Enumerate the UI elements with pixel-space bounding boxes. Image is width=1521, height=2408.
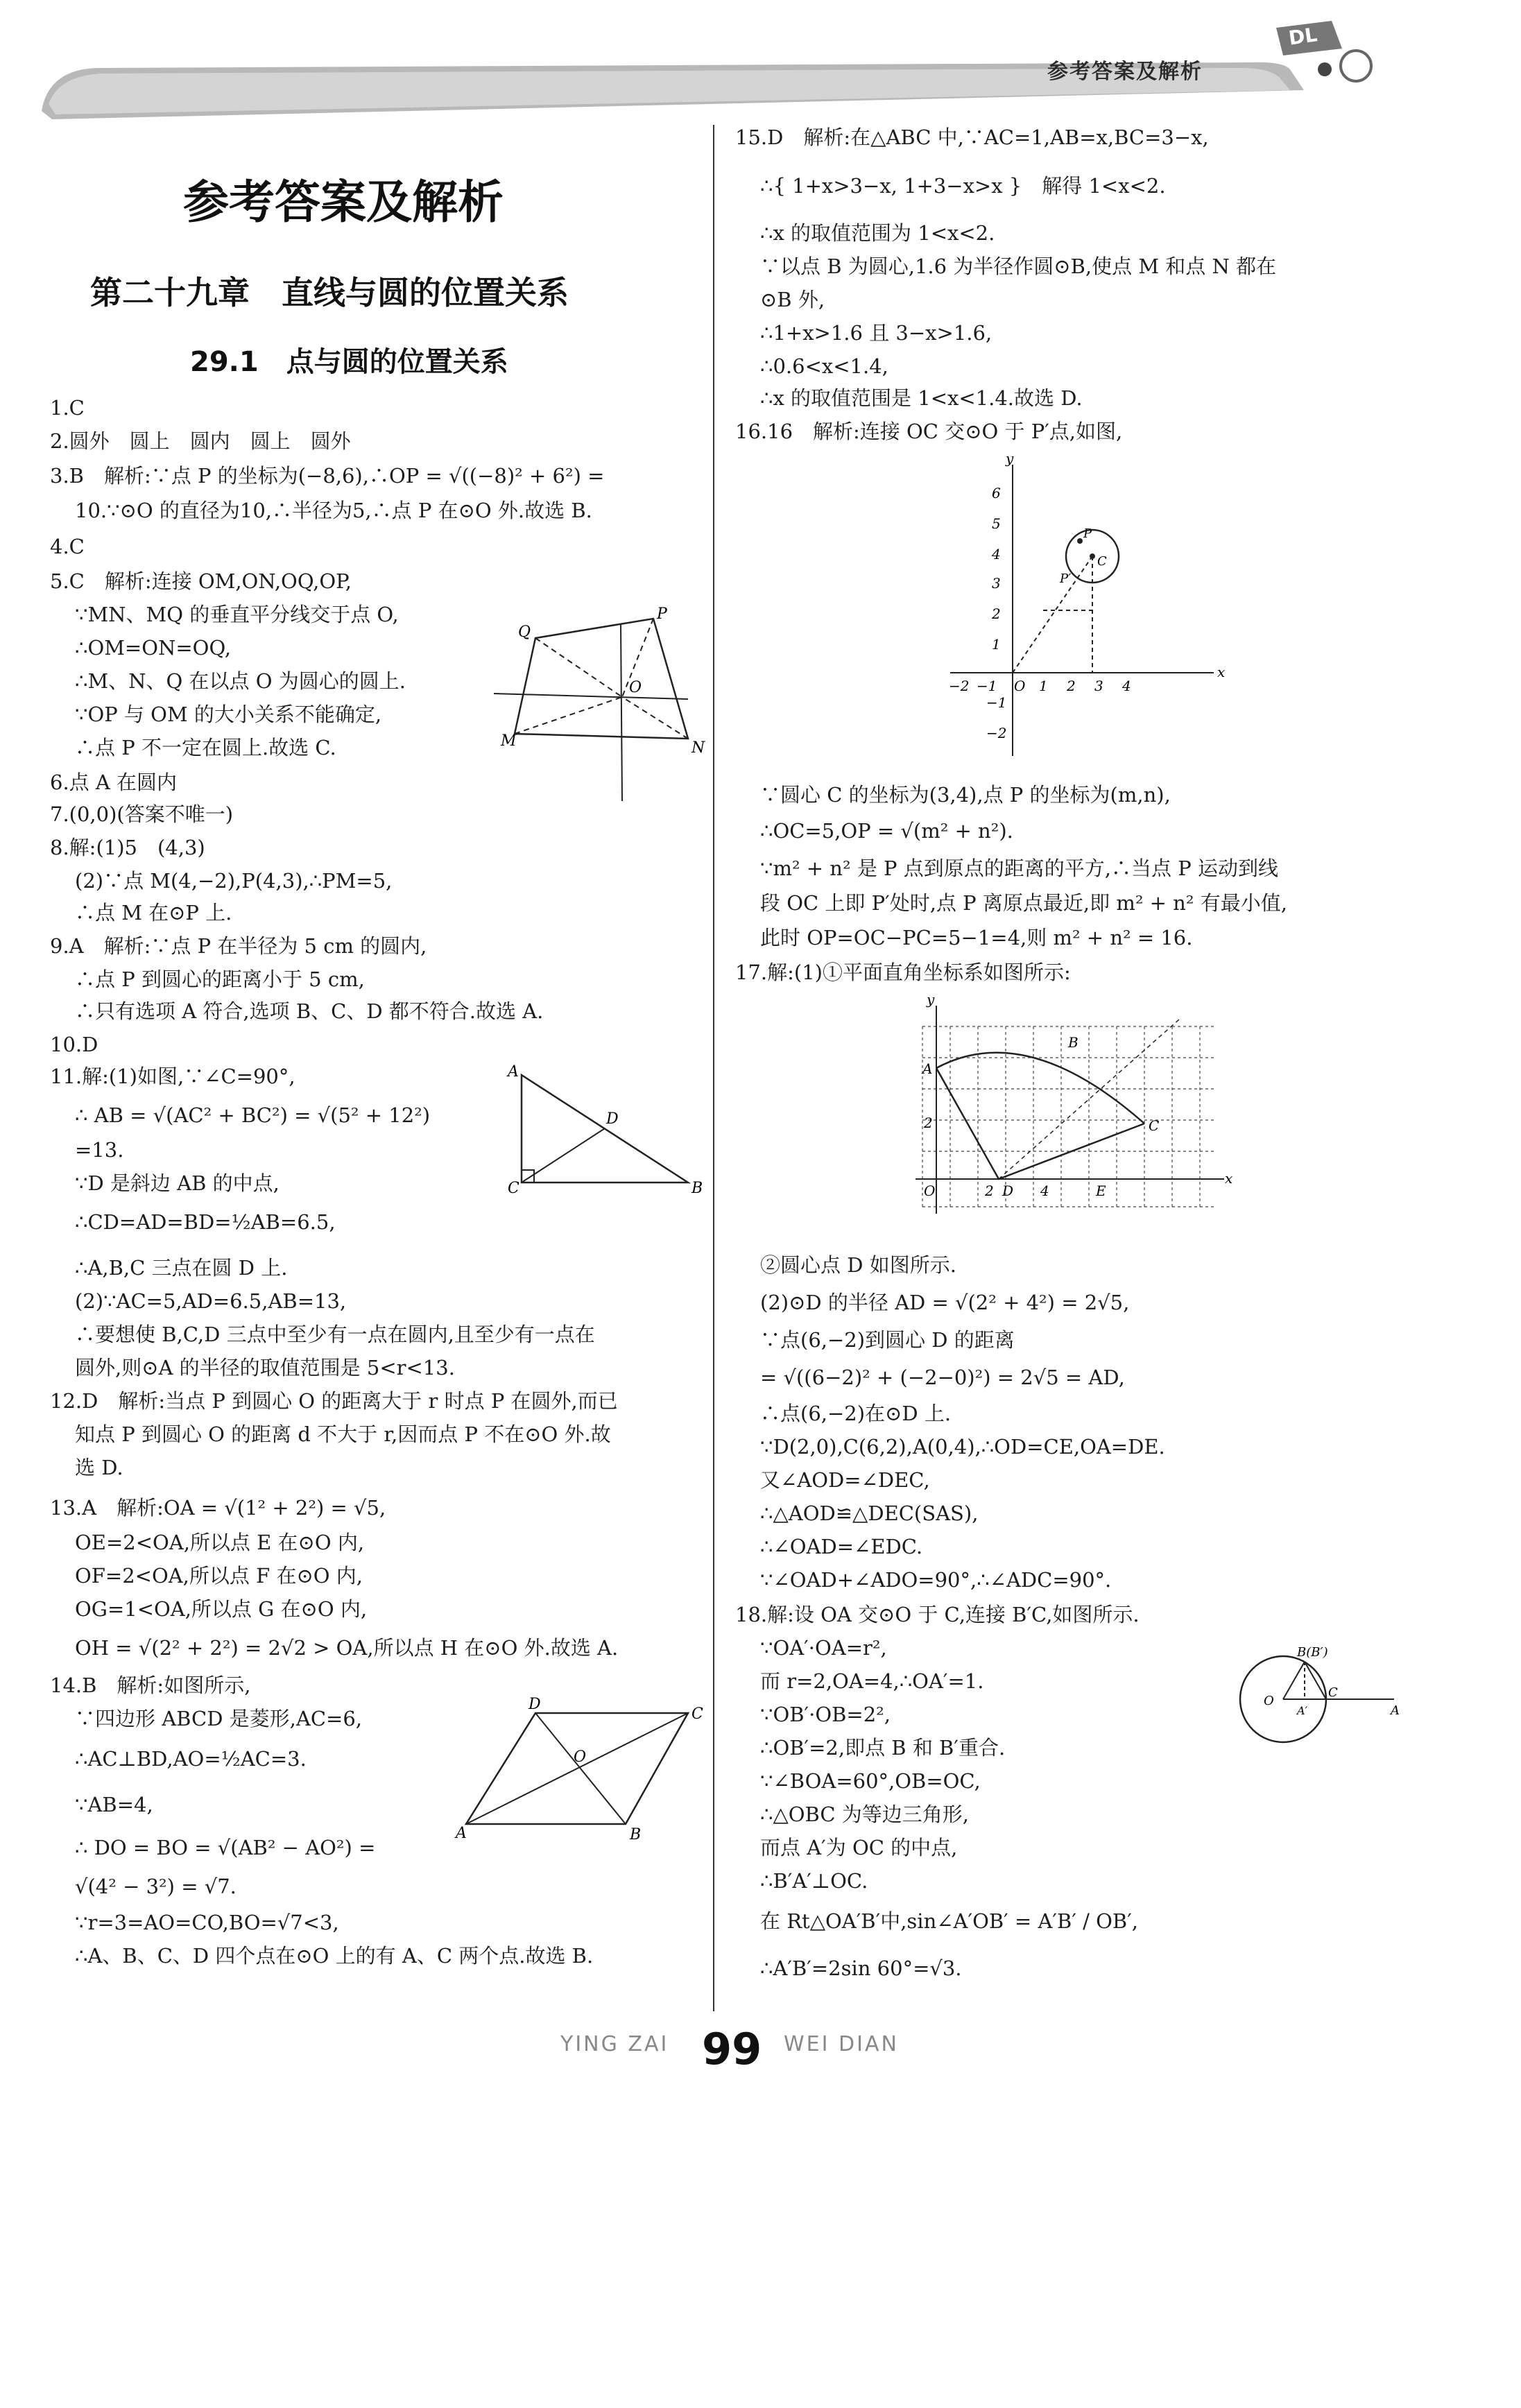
point-label: C (1149, 1117, 1160, 1134)
answer-line: =13. (75, 1138, 124, 1162)
footer-right-word: WEI DIAN (784, 2032, 899, 2056)
answer-line: ∴B′A′⊥OC. (760, 1869, 868, 1893)
answer-line: ∴AC⊥BD,AO=½AC=3. (75, 1747, 307, 1771)
figure-q5-quadrilateral (452, 603, 705, 805)
answer-line: 在 Rt△OA′B′中,sin∠A′OB′ = A′B′ / OB′, (760, 1909, 1139, 1933)
point-label: A′ (1297, 1704, 1308, 1717)
tick-label: 2 (924, 1115, 933, 1131)
answer-line: 16.16 解析:连接 OC 交⊙O 于 P′点,如图, (735, 420, 1123, 443)
tick-label: 2 (992, 605, 1001, 622)
figure-label: O (574, 1748, 587, 1766)
answer-line: ∵m² + n² 是 P 点到原点的距离的平方,∴当点 P 运动到线 (760, 857, 1278, 880)
answer-line: ∴点 M 在⊙P 上. (75, 901, 232, 925)
answer-line: 3.B 解析:∵点 P 的坐标为(−8,6),∴OP = √((−8)² + 6²) = (50, 464, 605, 488)
figure-q5-svg (452, 603, 705, 805)
point-label: P′ (1060, 571, 1072, 586)
answer-line: ∴x 的取值范围为 1<x<2. (760, 221, 995, 245)
answer-line: ∵圆心 C 的坐标为(3,4),点 P 的坐标为(m,n), (760, 783, 1171, 807)
point-label: O (1264, 1694, 1274, 1708)
answer-line: ∵MN、MQ 的垂直平分线交于点 O, (75, 603, 399, 626)
point-label: C (1328, 1685, 1338, 1700)
figure-label: O (629, 679, 642, 696)
tick-label: 3 (992, 575, 1001, 592)
answer-line: 9.A 解析:∵点 P 在半径为 5 cm 的圆内, (50, 934, 427, 958)
answer-line: 而点 A′为 OC 的中点, (760, 1836, 958, 1859)
figure-label: M (501, 732, 517, 750)
answer-line: 14.B 解析:如图所示, (50, 1674, 251, 1697)
footer-left-word: YING ZAI (560, 2032, 669, 2056)
figure-label: C (691, 1705, 703, 1723)
answer-line: ∴A、B、C、D 四个点在⊙O 上的有 A、C 两个点.故选 B. (75, 1944, 594, 1968)
answer-line: OG=1<OA,所以点 G 在⊙O 内, (75, 1597, 368, 1621)
answer-line: 12.D 解析:当点 P 到圆心 O 的距离大于 r 时点 P 在圆外,而已 (50, 1389, 618, 1413)
tick-label: 6 (992, 485, 1001, 501)
answer-line: 7.(0,0)(答案不唯一) (50, 802, 234, 826)
answer-line: ∴OC=5,OP = √(m² + n²). (760, 819, 1013, 843)
point-label: C (1097, 554, 1107, 569)
answer-line: ∵∠BOA=60°,OB=OC, (760, 1769, 981, 1793)
answer-line: OH = √(2² + 2²) = 2√2 > OA,所以点 H 在⊙O 外.故选 A. (75, 1636, 619, 1660)
axis-label: x (1225, 1170, 1233, 1187)
tick-label: 5 (992, 515, 1001, 532)
figure-q18-circle (1228, 1630, 1408, 1755)
answer-line: ∴点(6,−2)在⊙D 上. (760, 1402, 952, 1425)
answer-line: 4.C (50, 535, 85, 558)
answer-line: ∴△OBC 为等边三角形, (760, 1803, 970, 1826)
answer-line: ⊙B 外, (760, 288, 825, 311)
answer-line: 1.C (50, 396, 85, 420)
point-label: E (1096, 1182, 1106, 1199)
answer-line: 17.解:(1)①平面直角坐标系如图所示: (735, 961, 1071, 984)
tick-label: 2 (1067, 678, 1076, 694)
answer-line: 知点 P 到圆心 O 的距离 d 不大于 r,因而点 P 不在⊙O 外.故 (75, 1422, 611, 1446)
answer-line: ∴M、N、Q 在以点 O 为圆心的圆上. (75, 669, 406, 693)
answer-line: 8.解:(1)5 (4,3) (50, 836, 205, 859)
answer-line: 15.D 解析:在△ABC 中,∵AC=1,AB=x,BC=3−x, (735, 126, 1209, 149)
answer-line: ∵AB=4, (75, 1793, 153, 1816)
figure-q17-grid-plot (902, 992, 1235, 1228)
answer-line: ∵点(6,−2)到圆心 D 的距离 (760, 1328, 1015, 1352)
chapter-title: 第二十九章 直线与圆的位置关系 (90, 274, 569, 311)
answer-line: (2)⊙D 的半径 AD = √(2² + 4²) = 2√5, (760, 1291, 1130, 1314)
answer-line: OF=2<OA,所以点 F 在⊙O 内, (75, 1564, 363, 1588)
answer-line: ∵四边形 ABCD 是菱形,AC=6, (75, 1707, 362, 1730)
point-label: A (1391, 1703, 1400, 1718)
answer-line: ∵D(2,0),C(6,2),A(0,4),∴OD=CE,OA=DE. (760, 1435, 1165, 1459)
answer-line: 11.解:(1)如图,∵∠C=90°, (50, 1065, 295, 1088)
point-label: O (924, 1182, 936, 1199)
answer-line: (2)∵AC=5,AD=6.5,AB=13, (75, 1289, 347, 1313)
answer-line: ∵OA′·OA=r², (760, 1636, 887, 1660)
tick-label: −2 (949, 678, 970, 694)
answer-line: 13.A 解析:OA = √(1² + 2²) = √5, (50, 1496, 386, 1520)
answer-line: ∴ DO = BO = √(AB² − AO²) = (75, 1836, 376, 1859)
answer-line: ∵r=3=AO=CO,BO=√7<3, (75, 1911, 339, 1934)
figure-label: D (529, 1696, 541, 1713)
axis-label: x (1217, 664, 1226, 680)
answer-line: 10.D (50, 1033, 98, 1056)
header-badge: DL (1287, 23, 1319, 50)
answer-line: ∴点 P 到圆心的距离小于 5 cm, (75, 968, 365, 991)
figure-q16-coordinate-plot (936, 451, 1228, 770)
point-label: P (1083, 526, 1092, 541)
tick-label: −2 (986, 725, 1007, 741)
answer-line: 18.解:设 OA 交⊙O 于 C,连接 B′C,如图所示. (735, 1603, 1140, 1626)
point-label: A (922, 1060, 933, 1077)
answer-line: ∴A,B,C 三点在圆 D 上. (75, 1256, 288, 1280)
answer-line: ∵OB′·OB=2², (760, 1703, 891, 1726)
answer-line: ∴CD=AD=BD=½AB=6.5, (75, 1210, 336, 1234)
tick-label: 3 (1094, 678, 1103, 694)
figure-label: Q (518, 624, 531, 641)
answer-line: 5.C 解析:连接 OM,ON,OQ,OP, (50, 569, 352, 593)
figure-label: D (606, 1110, 619, 1128)
axis-label: y (927, 991, 935, 1008)
point-label: B (1068, 1034, 1079, 1051)
answer-line: ∴OB′=2,即点 B 和 B′重合. (760, 1736, 1006, 1760)
answer-line: = √((6−2)² + (−2−0)²) = 2√5 = AD, (760, 1366, 1125, 1389)
figure-q11-svg (480, 1061, 702, 1200)
tick-label: 1 (992, 636, 1001, 653)
figure-label: A (508, 1063, 519, 1081)
tick-label: O (1014, 678, 1026, 694)
answer-line: 选 D. (75, 1456, 123, 1479)
answer-line: ∴A′B′=2sin 60°=√3. (760, 1957, 962, 1980)
figure-label: N (691, 739, 705, 757)
answer-line: 2.圆外 圆上 圆内 圆上 圆外 (50, 429, 351, 453)
figure-q14-svg (452, 1692, 702, 1859)
figure-q18-svg (1228, 1630, 1408, 1755)
answer-line: 10.∵⊙O 的直径为10,∴半径为5,∴点 P 在⊙O 外.故选 B. (75, 499, 592, 522)
figure-q14-rhombus (452, 1692, 702, 1859)
answer-line: 6.点 A 在圆内 (50, 771, 178, 794)
answer-line: (2)∵点 M(4,−2),P(4,3),∴PM=5, (75, 869, 393, 893)
answer-line: ∴OM=ON=OQ, (75, 636, 231, 660)
answer-line: ∵OP 与 OM 的大小关系不能确定, (75, 703, 382, 726)
tick-label: −1 (986, 694, 1007, 711)
answer-line: 而 r=2,OA=4,∴OA′=1. (760, 1669, 984, 1693)
figure-q11-right-triangle (480, 1061, 702, 1200)
page-number: 99 (702, 2024, 762, 2074)
tick-label: 2 (985, 1182, 994, 1199)
axis-label: y (1006, 450, 1014, 467)
answer-line: ∴{ 1+x>3−x, 1+3−x>x } 解得 1<x<2. (760, 174, 1166, 198)
answer-line: ∴只有选项 A 符合,选项 B、C、D 都不符合.故选 A. (75, 999, 544, 1023)
page-title: 参考答案及解析 (183, 175, 504, 229)
figure-label: A (456, 1825, 467, 1842)
answer-line: ∴1+x>1.6 且 3−x>1.6, (760, 321, 992, 345)
figure-label: B (630, 1826, 642, 1843)
answer-line: 段 OC 上即 P′处时,点 P 离原点最近,即 m² + n² 有最小值, (760, 891, 1287, 915)
answer-line: √(4² − 3²) = √7. (75, 1875, 237, 1898)
answer-line: ∴要想使 B,C,D 三点中至少有一点在圆内,且至少有一点在 (75, 1323, 595, 1346)
section-title: 29.1 点与圆的位置关系 (190, 346, 508, 378)
header-label: 参考答案及解析 (1047, 60, 1203, 84)
answer-line: 又∠AOD=∠DEC, (760, 1468, 930, 1492)
figure-q17-svg (902, 992, 1235, 1228)
answer-line: ②圆心点 D 如图所示. (760, 1253, 956, 1277)
answer-line: ∴0.6<x<1.4, (760, 354, 888, 378)
answer-line: ∵D 是斜边 AB 的中点, (75, 1171, 280, 1195)
answer-line: 圆外,则⊙A 的半径的取值范围是 5<r<13. (75, 1356, 455, 1379)
page-header (0, 0, 1521, 132)
figure-label: B (691, 1180, 703, 1197)
figure-q16-svg (936, 451, 1228, 770)
answer-line: ∴△AOD≌△DEC(SAS), (760, 1502, 979, 1525)
figure-label: P (657, 605, 667, 623)
tick-label: 1 (1039, 678, 1048, 694)
tick-label: −1 (977, 678, 997, 694)
figure-label: C (508, 1180, 519, 1197)
answer-line: ∴∠OAD=∠EDC. (760, 1535, 923, 1558)
answer-line: OE=2<OA,所以点 E 在⊙O 内, (75, 1531, 365, 1554)
tick-label: 4 (1122, 678, 1131, 694)
point-label: D (1002, 1182, 1014, 1199)
point-label: B(B′) (1297, 1645, 1328, 1660)
answer-line: ∴点 P 不一定在圆上.故选 C. (75, 736, 336, 759)
tick-label: 4 (1040, 1182, 1049, 1199)
header-bar-graphic (0, 0, 1521, 132)
column-divider (713, 125, 714, 2011)
answer-line: ∴ AB = √(AC² + BC²) = √(5² + 12²) (75, 1103, 431, 1127)
answer-line: ∵以点 B 为圆心,1.6 为半径作圆⊙B,使点 M 和点 N 都在 (760, 255, 1277, 278)
answer-line: ∴x 的取值范围是 1<x<1.4.故选 D. (760, 386, 1083, 410)
answer-line: ∵∠OAD+∠ADO=90°,∴∠ADC=90°. (760, 1568, 1112, 1592)
answer-line: 此时 OP=OC−PC=5−1=4,则 m² + n² = 16. (760, 926, 1193, 949)
tick-label: 4 (992, 546, 1001, 562)
